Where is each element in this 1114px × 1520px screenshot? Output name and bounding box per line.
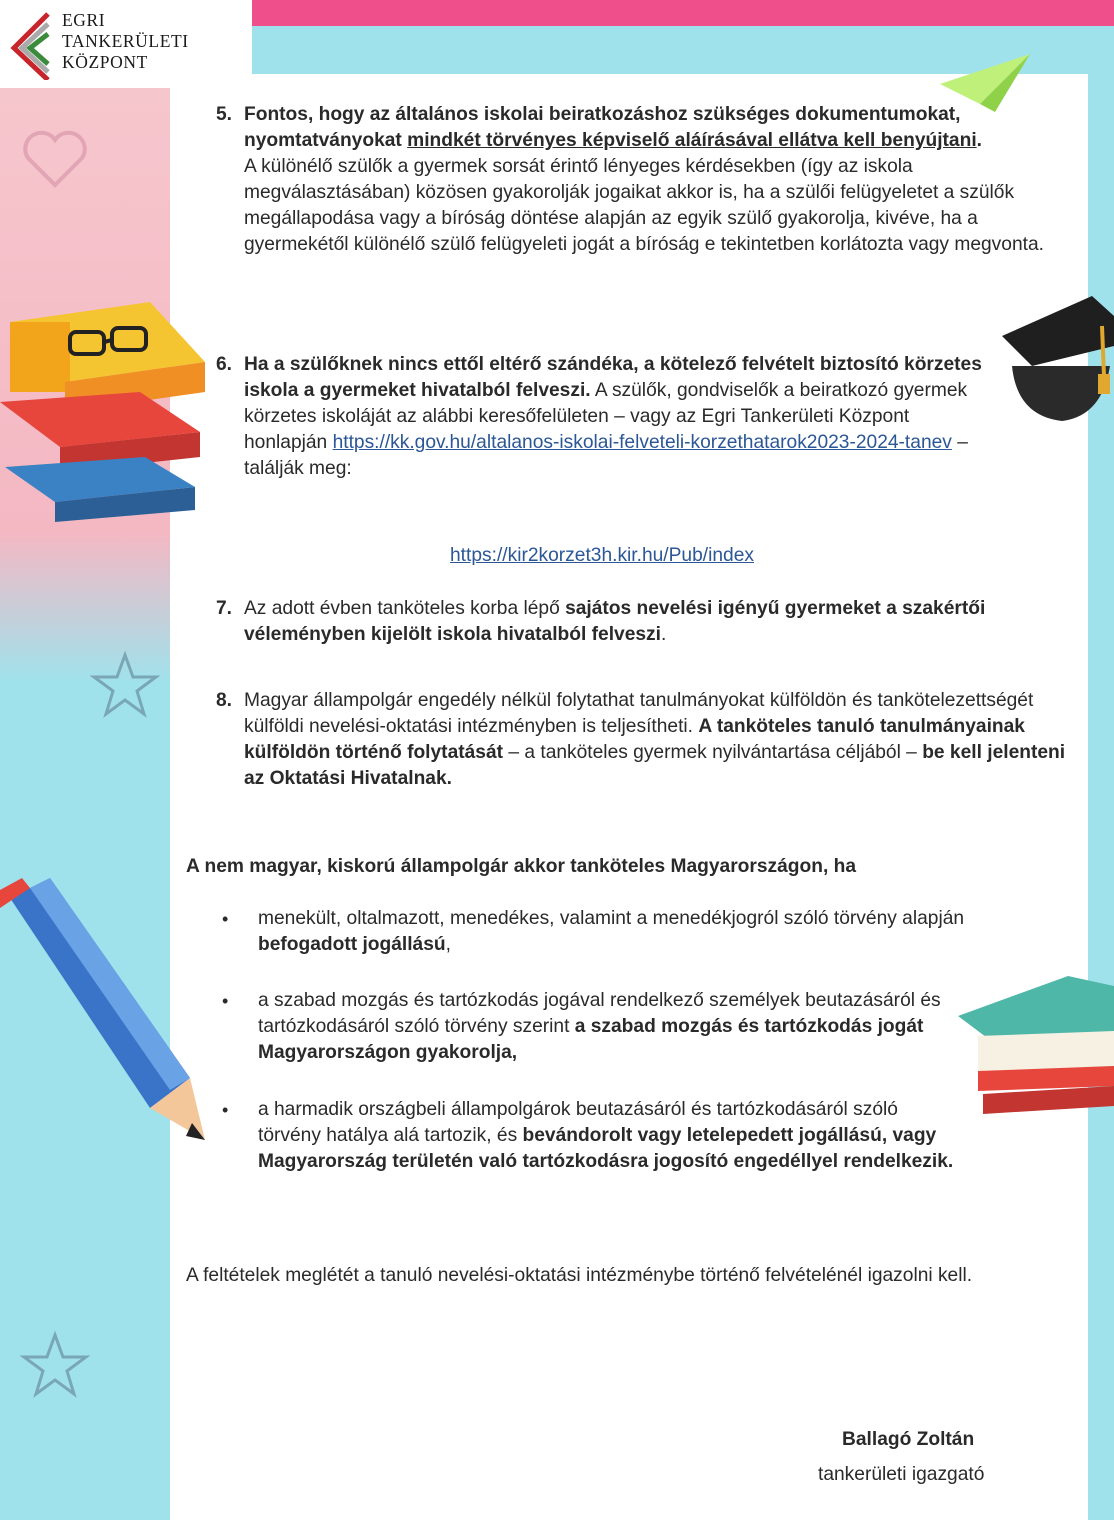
bullet-item: a szabad mozgás és tartózkodás jogával rendelkező személyek beutazásáról és tartózkodásáról szóló törvény szerint a szabad mozgás és tartózkodás jogát Magyarországon gyakorolja,	[258, 990, 941, 1063]
item-bold: sajátos nevelési igényű gyermeket a szakértői véleményben kijelölt iskola hivatalból felveszi	[244, 598, 986, 645]
item-bold: A tanköteles tanuló tanulmányainak külföldön történő folytatását	[244, 716, 1025, 763]
bullet-item: a harmadik országbeli állampolgárok beutazásáról és tartózkodásáról szóló törvény hatálya alá tartozik, és bevándorolt vagy letelepedett jogállású, vagy Magyarország területén való tartózkodásra jogosító engedéllyel rendelkezik.	[258, 1099, 954, 1172]
signature-title: tankerületi igazgató	[818, 1464, 985, 1485]
item-lead-underlined: mindkét törvényes képviselő aláírásával ellátva kell benyújtani	[407, 130, 977, 151]
item-lead: Fontos, hogy az általános iskolai beiratkozáshoz szükséges dokumentumokat, nyomtatványokat	[244, 104, 961, 151]
logo-line: EGRI	[62, 10, 106, 30]
item-number: 7.	[216, 598, 233, 619]
item-text: A szülők, gondviselők a beiratkozó gyermek körzetes iskoláját az alábbi keresőfelületen – vagy az Egri Tankerületi Központ honlapján	[244, 380, 968, 453]
item-lead: Ha a szülőknek nincs ettől eltérő szándéka, a kötelező felvételt biztosító körzetes iskola a gyermeket hivatalból felveszi.	[244, 354, 982, 401]
item-bold: be kell jelenteni az Oktatási Hivatalnak.	[244, 742, 1066, 789]
logo	[0, 0, 252, 88]
kir-search-link[interactable]: https://kir2korzet3h.kir.hu/Pub/index	[450, 545, 754, 566]
signature-name: Ballagó Zoltán	[842, 1429, 975, 1450]
item-text: Az adott évben tanköteles korba lépő	[244, 598, 566, 619]
document-content: 5. Fontos, hogy az általános iskolai beiratkozáshoz szükséges dokumentumokat, nyomtatványokat mindkét törvényes képviselő aláírásával ellátva kell benyújtani. A különélő szülők a gyermek sorsát érintő lényeges kérdésekben (így az iskola megválasztásában) közösen gyakorolják jogaikat akkor is, ha a szülői felügyeletet a szülők megállapodása vagy a bíróság döntése alapján az egyik szülő gyakorolja, kivéve, ha a gyermekétől különélő szülő felügyeleti jogát a bíróság e tekintetben korlátozta vagy megvonta. 6. Ha a szülőknek nincs ettől eltérő szándéka, a kötelező felvételt biztosító körzetes iskola a gyermeket hivatalból felveszi. A szülők, gondviselők a beiratkozó gyermek körzetes iskoláját az alábbi keresőfelületen – vagy az Egri Tankerületi Központ honlapján https://kk.gov.hu/altalanos-iskolai-felveteli-korzethatarok2023-2024-tanev – találják meg: https://kir2korzet3h.kir.hu/Pub/index 7. Az adott évben tanköteles korba lépő sajátos nevelési igényű gyermeket a szakértői véleményben kijelölt iskola hivatalból felveszi. 8. Magyar állampolgár engedély nélkül folytathat tanulmányokat külföldön és tankötelezettségét külföldi nevelési-oktatási intézményben is teljesítheti. A tanköteles tanuló tanulmányainak külföldön történő folytatását – a tanköteles gyermek nyilvántartása céljából – be kell jelenteni az Oktatási Hivatalnak. A nem magyar, kiskorú állampolgár akkor tanköteles Magyarországon, ha • menekült, oltalmazott, menedékes, valamint a menedékjogról szóló törvény alapján befogadott jogállású, • a szabad mozgás és tartózkodás jogával rendelkező személyek beutazásáról és tartózkodásáról szóló törvény szerint a szabad mozgás és tartózkodás jogát Magyarországon gyakorolja, • a harmadik országbeli állampolgárok beutazásáról és tartózkodásáról szóló törvény hatálya alá tartozik, és bevándorolt vagy letelepedett jogállású, vagy Magyarország területén való tartózkodásra jogosító engedéllyel rendelkezik. A feltételek meglétét a tanuló nevelési-oktatási intézménybe történő felvételénél igazolni kell. Ballagó Zoltán tankerületi igazgató	[0, 0, 1114, 1520]
item-text: Magyar állampolgár engedély nélkül folytathat tanulmányokat külföldön és tankötelezettségét külföldi nevelési-oktatási intézményben is teljesítheti.	[244, 690, 1034, 737]
item-number: 8.	[216, 690, 233, 711]
logo-text	[62, 10, 189, 73]
bullet-icon: •	[222, 909, 229, 929]
district-boundaries-link[interactable]: https://kk.gov.hu/altalanos-iskolai-felveteli-korzethatarok2023-2024-tanev	[332, 432, 952, 453]
item-number: 5.	[216, 104, 233, 125]
item-number: 6.	[216, 354, 233, 375]
logo-chevron-icon	[4, 10, 52, 80]
bullet-icon: •	[222, 1100, 229, 1120]
logo-line: KÖZPONT	[62, 52, 148, 72]
item-text: A különélő szülők a gyermek sorsát érintő lényeges kérdésekben (így az iskola megválasztásában) közösen gyakorolják jogaikat akkor is, ha a szülői felügyeletet a szülők megállapodása vagy a bíróság döntése alapján az egyik szülő gyakorolja, kivéve, ha a gyermekétől különélő szülő felügyeleti jogát a bíróság e tekintetben korlátozta vagy megvonta.	[244, 156, 1044, 255]
bullet-icon: •	[222, 991, 229, 1011]
closing-text: A feltételek meglétét a tanuló nevelési-oktatási intézménybe történő felvételénél igazolni kell.	[186, 1265, 973, 1286]
section-heading: A nem magyar, kiskorú állampolgár akkor tanköteles Magyarországon, ha	[186, 856, 857, 877]
logo-line: TANKERÜLETI	[62, 31, 189, 51]
bullet-item: menekült, oltalmazott, menedékes, valamint a menedékjogról szóló törvény alapján befogadott jogállású,	[258, 908, 965, 955]
